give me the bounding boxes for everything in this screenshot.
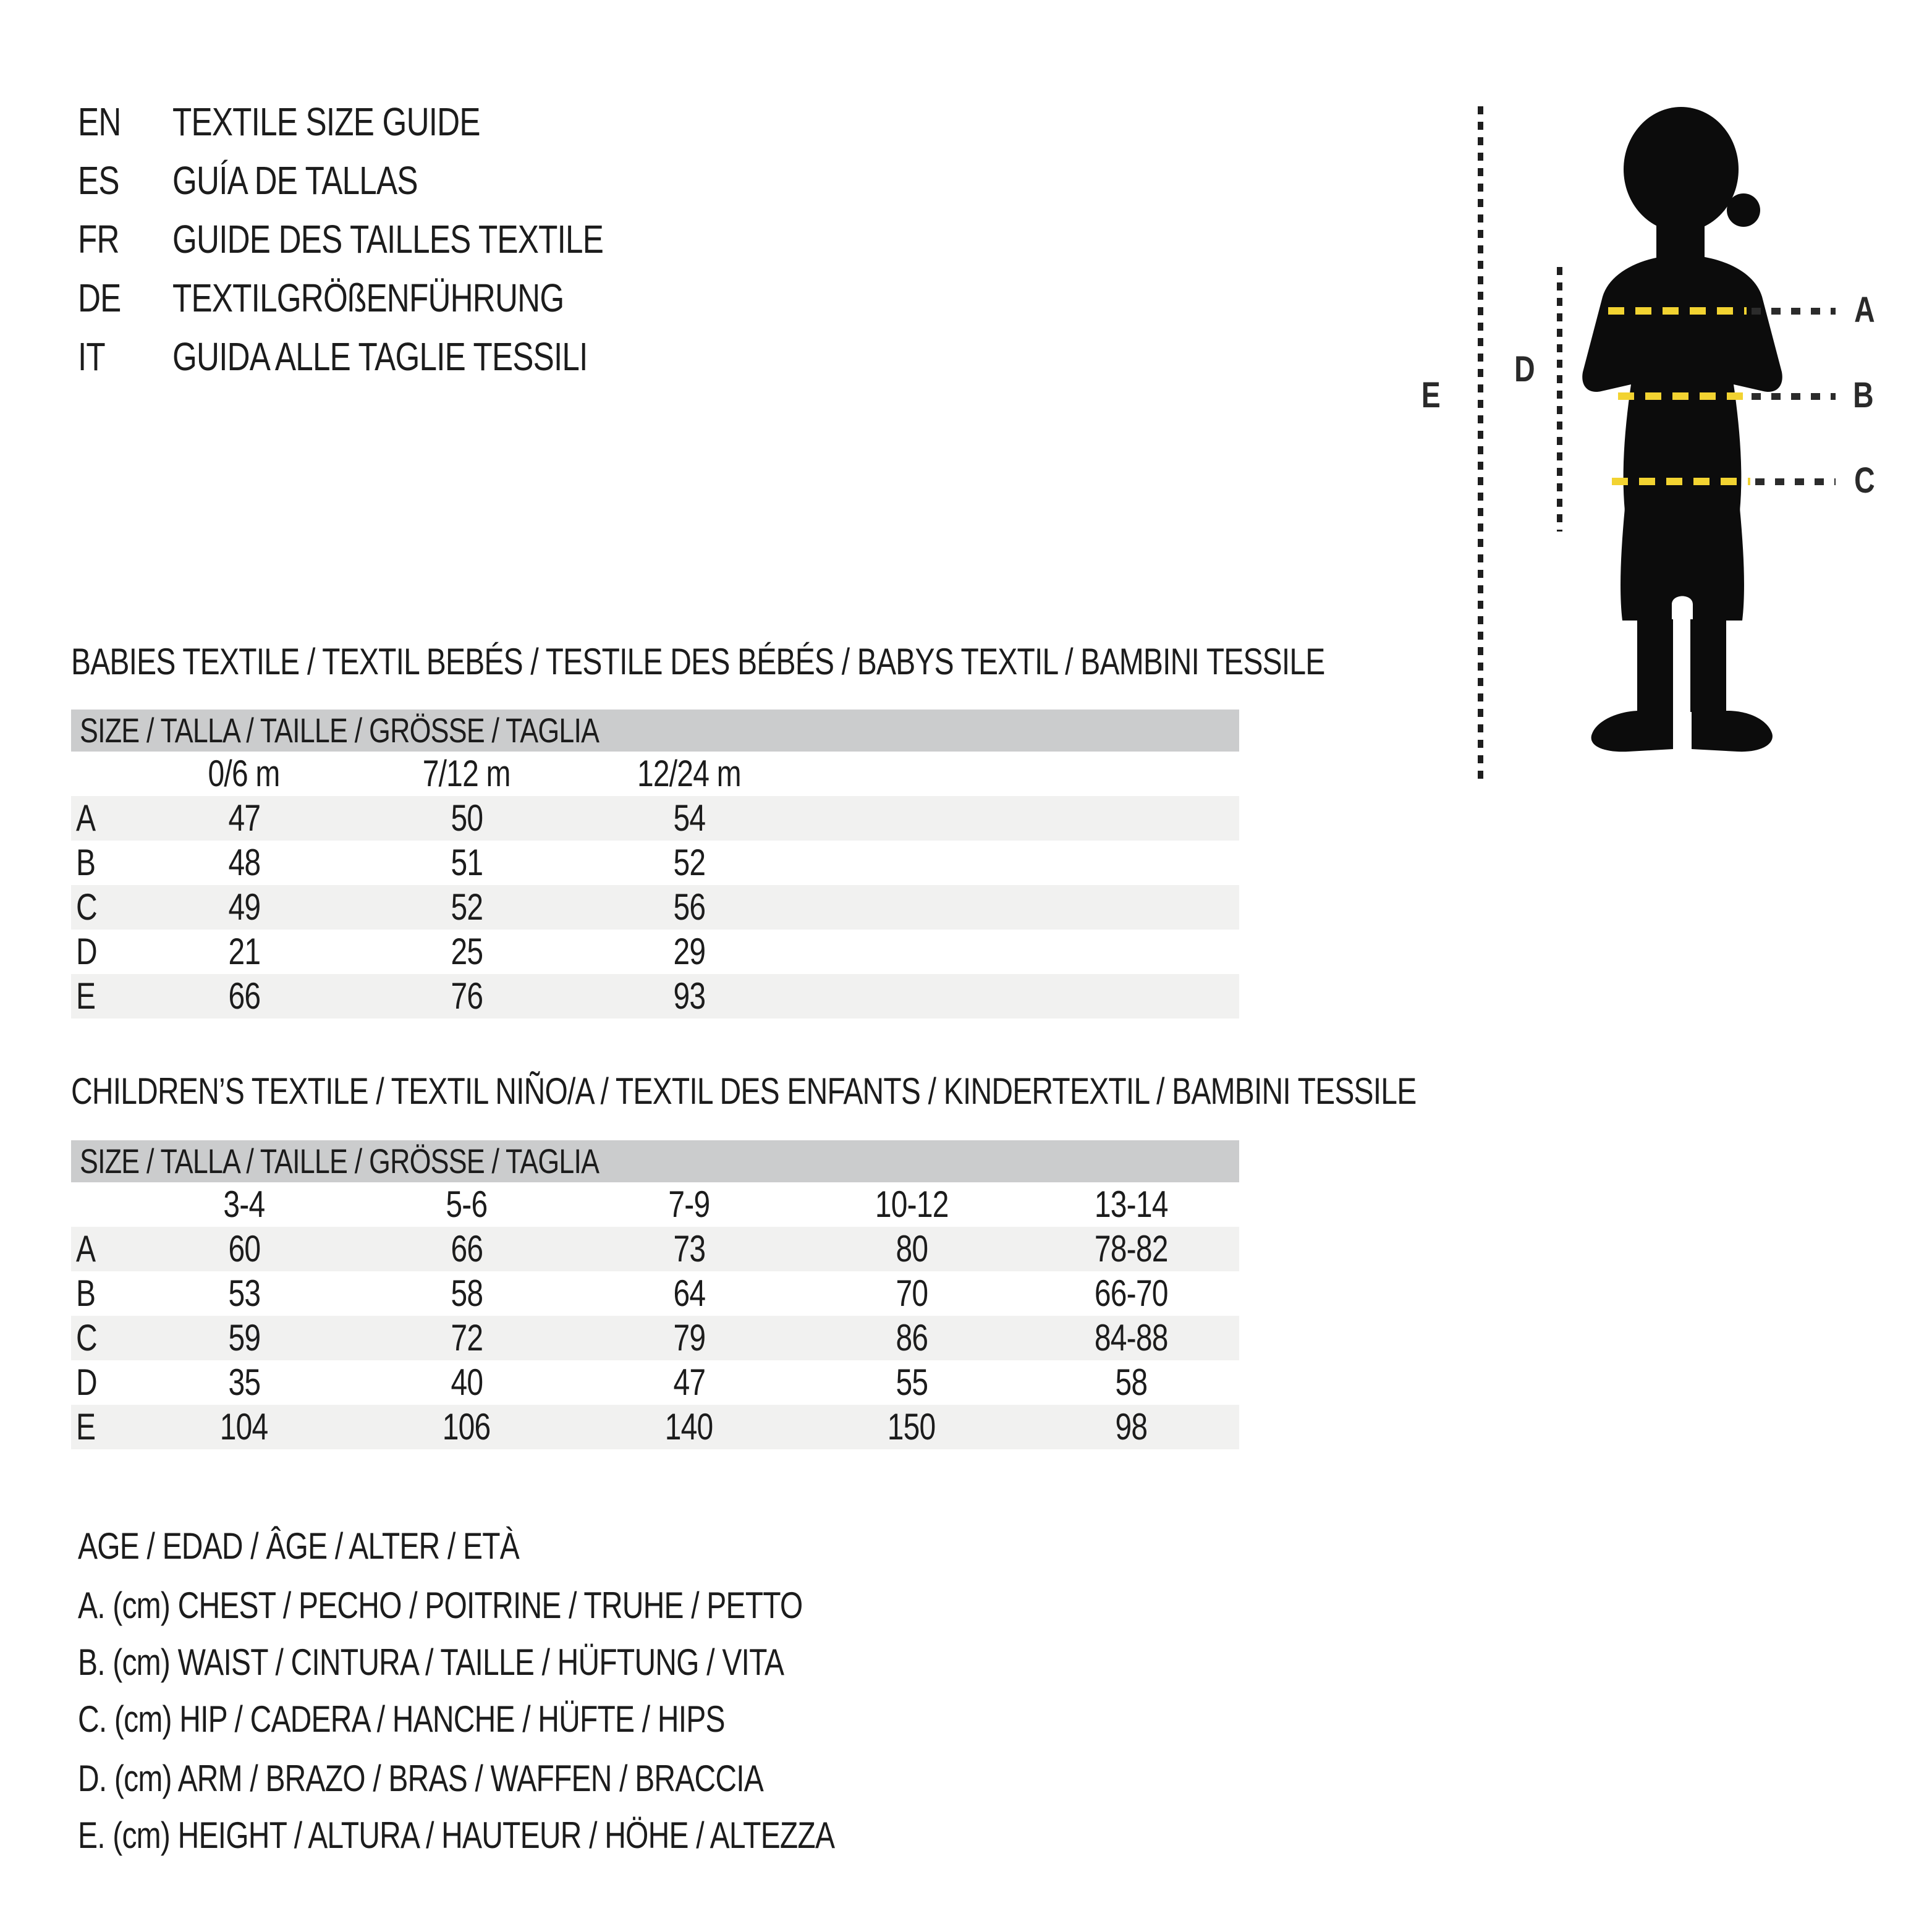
size-cell: 29 — [673, 931, 705, 972]
language-title: GUIDA ALLE TAGLIE TESSILI — [172, 334, 588, 379]
size-cell: 58 — [1115, 1362, 1147, 1403]
hip-measure-line-dark — [1755, 478, 1836, 485]
babies-section-title: BABIES TEXTILE / TEXTIL BEBÉS / TESTILE DES BÉBÉS / BABYS TEXTIL / BAMBINI TESSILE — [71, 641, 1325, 682]
language-code: EN — [78, 100, 121, 144]
size-cell: 47 — [228, 797, 260, 839]
row-label: C — [76, 1317, 97, 1358]
legend-line-age: AGE / EDAD / ÂGE / ALTER / ETÀ — [78, 1525, 519, 1567]
size-cell: 70 — [896, 1273, 928, 1314]
size-cell: 106 — [443, 1406, 491, 1447]
size-cell: 84-88 — [1094, 1317, 1168, 1358]
row-label: E — [76, 1406, 96, 1447]
size-cell: 58 — [451, 1273, 483, 1314]
row-label: D — [76, 1362, 97, 1403]
size-cell: 51 — [451, 842, 483, 883]
table-column-headers — [71, 752, 1239, 796]
row-label: E — [76, 975, 96, 1017]
column-header: 7-9 — [668, 1184, 710, 1225]
language-code: DE — [78, 276, 121, 320]
hip-measure-line-yellow — [1612, 478, 1750, 485]
babies-size-table — [71, 710, 1239, 1019]
row-label: D — [76, 931, 97, 972]
size-cell: 98 — [1115, 1406, 1147, 1447]
size-cell: 21 — [228, 931, 260, 972]
column-header: 0/6 m — [208, 753, 281, 794]
size-cell: 79 — [673, 1317, 705, 1358]
table-column-headers — [71, 1182, 1239, 1227]
table-row — [71, 1271, 1239, 1316]
size-cell: 49 — [228, 886, 260, 928]
language-title: GUIDE DES TAILLES TEXTILE — [172, 217, 604, 261]
column-header: 13-14 — [1094, 1184, 1168, 1225]
row-label: A — [76, 1228, 96, 1269]
table-row — [71, 1360, 1239, 1405]
legend-line-height: E. (cm) HEIGHT / ALTURA / HAUTEUR / HÖHE / ALTEZZA — [78, 1815, 835, 1856]
column-header: 7/12 m — [423, 753, 511, 794]
table-row — [71, 1227, 1239, 1271]
row-label: C — [76, 886, 97, 928]
table-row — [71, 930, 1239, 974]
language-code: ES — [78, 158, 119, 203]
size-cell: 35 — [228, 1362, 260, 1403]
table-row — [71, 1405, 1239, 1449]
column-header: 3-4 — [223, 1184, 265, 1225]
legend-line-chest: A. (cm) CHEST / PECHO / POITRINE / TRUHE / PETTO — [78, 1585, 803, 1626]
table-row — [71, 1316, 1239, 1360]
row-label: B — [76, 1273, 96, 1314]
size-cell: 52 — [673, 842, 705, 883]
measure-label-B: B — [1853, 375, 1873, 415]
size-cell: 73 — [673, 1228, 705, 1269]
size-cell: 104 — [220, 1406, 268, 1447]
language-title: GUÍA DE TALLAS — [172, 158, 418, 203]
size-cell: 64 — [673, 1273, 705, 1314]
measure-label-C: C — [1854, 460, 1875, 501]
size-cell: 52 — [451, 886, 483, 928]
size-cell: 56 — [673, 886, 705, 928]
arm-measure-line-D — [1557, 267, 1562, 532]
measure-label-A: A — [1854, 290, 1875, 330]
legend-line-waist: B. (cm) WAIST / CINTURA / TAILLE / HÜFTUNG / VITA — [78, 1642, 784, 1683]
row-label: A — [76, 797, 96, 839]
size-cell: 140 — [665, 1406, 713, 1447]
legend-line-hip: C. (cm) HIP / CADERA / HANCHE / HÜFTE / HIPS — [78, 1698, 725, 1740]
chest-measure-line-yellow — [1608, 307, 1747, 315]
table-row — [71, 841, 1239, 885]
chest-measure-line-dark — [1752, 308, 1836, 315]
children-size-table — [71, 1140, 1239, 1449]
size-cell: 150 — [888, 1406, 936, 1447]
size-cell: 80 — [896, 1228, 928, 1269]
waist-measure-line-yellow — [1618, 392, 1747, 400]
row-label: B — [76, 842, 96, 883]
language-code: IT — [78, 334, 105, 379]
size-cell: 55 — [896, 1362, 928, 1403]
size-cell: 40 — [451, 1362, 483, 1403]
size-cell: 50 — [451, 797, 483, 839]
size-cell: 47 — [673, 1362, 705, 1403]
waist-measure-line-dark — [1752, 393, 1836, 400]
column-header: 5-6 — [446, 1184, 488, 1225]
size-cell: 86 — [896, 1317, 928, 1358]
size-cell: 59 — [228, 1317, 260, 1358]
size-cell: 54 — [673, 797, 705, 839]
children-section-title: CHILDREN’S TEXTILE / TEXTIL NIÑO/A / TEXTIL DES ENFANTS / KINDERTEXTIL / BAMBINI TESSILE — [71, 1070, 1417, 1112]
size-cell: 48 — [228, 842, 260, 883]
size-cell: 25 — [451, 931, 483, 972]
language-title: TEXTILGRÖßENFÜHRUNG — [172, 276, 564, 320]
table-header-band: SIZE / TALLA / TAILLE / GRÖSSE / TAGLIA — [71, 710, 1239, 752]
size-cell: 76 — [451, 975, 483, 1017]
language-title: TEXTILE SIZE GUIDE — [172, 100, 480, 144]
legend-line-arm: D. (cm) ARM / BRAZO / BRAS / WAFFEN / BRACCIA — [78, 1758, 763, 1799]
table-row — [71, 796, 1239, 841]
size-cell: 72 — [451, 1317, 483, 1358]
size-cell: 66 — [228, 975, 260, 1017]
column-header: 12/24 m — [637, 753, 741, 794]
measure-label-D: D — [1514, 349, 1535, 389]
table-header-band: SIZE / TALLA / TAILLE / GRÖSSE / TAGLIA — [71, 1140, 1239, 1182]
table-row — [71, 885, 1239, 930]
size-cell: 53 — [228, 1273, 260, 1314]
size-cell: 93 — [673, 975, 705, 1017]
table-row — [71, 974, 1239, 1019]
size-cell: 66 — [451, 1228, 483, 1269]
measure-label-E: E — [1421, 375, 1440, 415]
size-cell: 78-82 — [1094, 1228, 1168, 1269]
language-code: FR — [78, 217, 119, 261]
size-cell: 66-70 — [1094, 1273, 1168, 1314]
column-header: 10-12 — [875, 1184, 949, 1225]
size-cell: 60 — [228, 1228, 260, 1269]
